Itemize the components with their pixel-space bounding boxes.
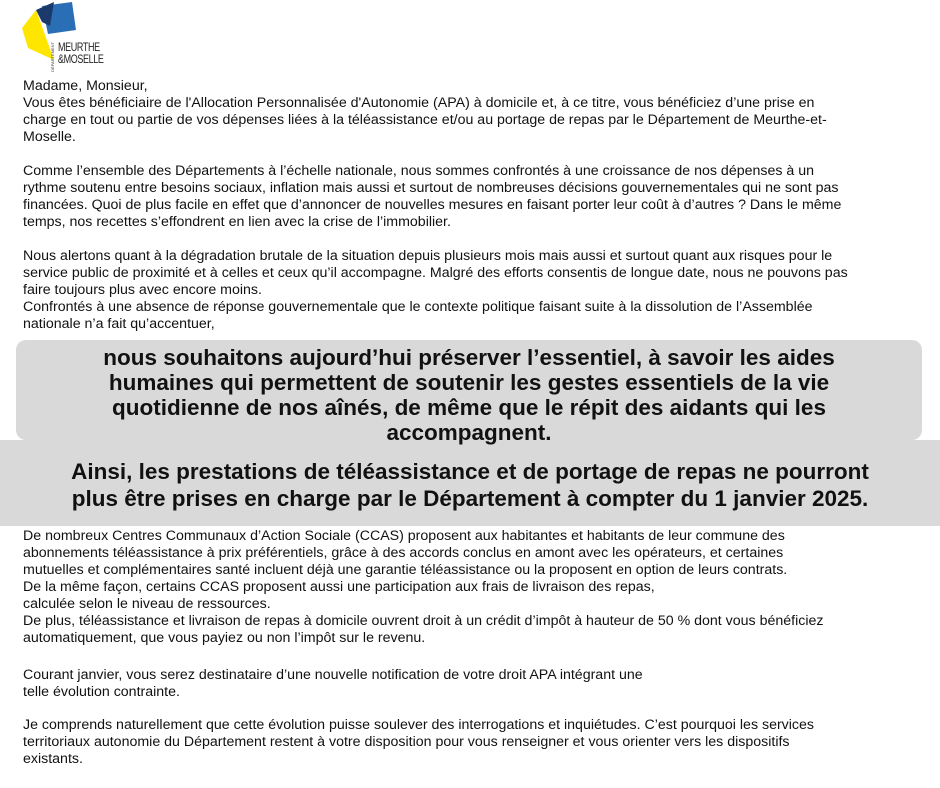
highlight-line: humaines qui permettent de soutenir les gestes essentiels de la vie <box>108 370 830 395</box>
announcement-line: plus être prises en charge par le Département à compter du 1 janvier 2025. <box>71 486 869 511</box>
announcement-line: Ainsi, les prestations de téléassistance et de portage de repas ne pourront <box>71 459 869 484</box>
text-line: De la même façon, certains CCAS proposent aussi une participation aux frais de livraison des repas, <box>23 579 655 595</box>
text-line: automatiquement, que vous payiez ou non l’impôt sur le revenu. <box>23 630 426 646</box>
text-line: De plus, téléassistance et livraison de repas à domicile ouvrent droit à un crédit d’impôt à hauteur de 50 % dont vous bénéficiez <box>23 613 824 629</box>
text-line: existants. <box>23 751 83 767</box>
text-line: temps, nos recettes s’effondrent en lien avec la crise de l’immobilier. <box>23 214 451 230</box>
logo-line-2: &MOSELLE <box>58 52 104 66</box>
text-line: charge en tout ou partie de vos dépenses liées à la téléassistance et/ou au portage de repas par le Département de Meurthe-et- <box>23 112 827 128</box>
text-line: telle évolution contrainte. <box>23 684 180 700</box>
text-line: financées. Quoi de plus facile en effet que d’annoncer de nouvelles mesures en faisant porter leur coût à d’autres ? Dans le même <box>23 197 842 213</box>
text-line: faire toujours plus avec encore moins. <box>23 282 262 298</box>
closing-paragraph <box>23 717 918 768</box>
text-line: rythme soutenu entre besoins sociaux, inflation mais aussi et surtout de nombreuses décisions gouvernementales qui ne sont pas <box>23 180 839 196</box>
salutation: Madame, Monsieur, <box>23 78 148 94</box>
logo-line-1: MEURTHE <box>58 40 100 54</box>
text-line: territoriaux autonomie du Département restent à votre disposition pour vous renseigner et vous orienter vers les dispositifs <box>23 734 790 750</box>
text-line: calculée selon le niveau de ressources. <box>23 596 271 612</box>
text-line: Confrontés à une absence de réponse gouvernementale que le contexte politique faisant suite à la dissolution de l’Assemblée <box>23 299 813 315</box>
context-paragraph <box>23 299 918 333</box>
announcement-statement <box>0 458 940 512</box>
text-line: abonnements téléassistance à prix préférentiels, grâce à des accords conclus en amont avec les opérateurs, et certaines <box>23 545 784 561</box>
text-line: Je comprends naturellement que cette évolution puisse soulever des interrogations et inquiétudes. C’est pourquoi les services <box>23 717 815 733</box>
text-line: Comme l’ensemble des Départements à l’échelle nationale, nous sommes confrontés à une croissance de nos dépenses à un <box>23 163 815 179</box>
highlight-line: quotidienne de nos aînés, de même que le répit des aidants qui les <box>112 395 826 420</box>
text-line: Courant janvier, vous serez destinataire d’une nouvelle notification de votre droit APA intégrant une <box>23 667 643 683</box>
text-line: Moselle. <box>23 129 76 145</box>
greeting-paragraph <box>23 78 918 146</box>
text-line: Vous êtes bénéficiaire de l'Allocation Personnalisée d'Autonomie (APA) à domicile et, à ce titre, vous bénéficiez d’une prise en <box>23 95 815 111</box>
alert-paragraph <box>23 248 918 299</box>
budget-paragraph <box>23 163 918 231</box>
highlight-line: accompagnent. <box>386 420 552 445</box>
notification-paragraph <box>23 667 918 701</box>
text-line: mutuelles et complémentaires santé incluent déjà une garantie téléassistance ou la proposent en option de leurs contrats. <box>23 562 788 578</box>
text-line: service public de proximité et à celles et ceux qu’il accompagne. Malgré des efforts consentis de longue date, nous ne pouvons pas <box>23 265 848 281</box>
department-logo <box>22 2 104 72</box>
highlight-line: nous souhaitons aujourd’hui préserver l’essentiel, à savoir les aides <box>103 345 835 370</box>
logo-vertical-label: DÉPARTEMENT <box>50 42 55 72</box>
text-line: Nous alertons quant à la dégradation brutale de la situation depuis plusieurs mois mais aussi et surtout quant aux risques pour le <box>23 248 833 264</box>
text-line: nationale n’a fait qu’accentuer, <box>23 316 215 332</box>
highlight-statement <box>16 345 922 445</box>
ccas-paragraph <box>23 528 918 647</box>
text-line: De nombreux Centres Communaux d’Action Sociale (CCAS) proposent aux habitantes et habitants de leur commune des <box>23 528 785 544</box>
